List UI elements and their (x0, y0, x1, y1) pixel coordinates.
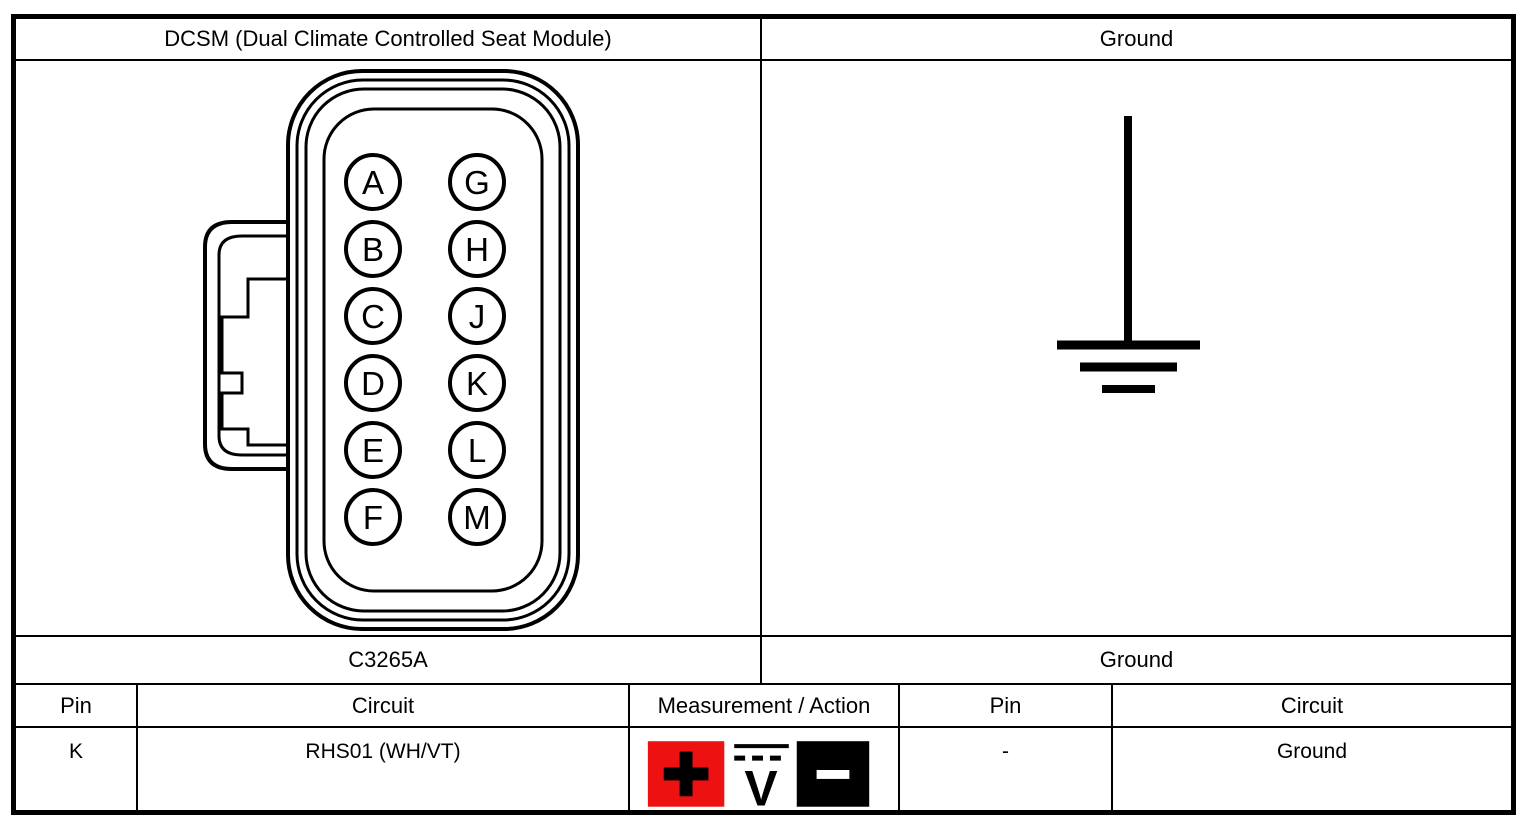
negative-lead-icon (797, 741, 869, 807)
ground-label: Ground (1099, 647, 1174, 672)
connector-shell-2 (297, 80, 569, 620)
ground-title: Ground (1099, 26, 1174, 51)
label-row (16, 637, 1511, 685)
pin-label: K (465, 365, 489, 402)
pin-label: A (361, 164, 385, 201)
pin-label: J (468, 298, 486, 335)
connector-outer-shell (288, 71, 578, 629)
pin-label: L (467, 432, 487, 469)
header-pin-left: Pin (16, 685, 138, 726)
connector-key-profile (222, 279, 288, 445)
table-data-row (16, 728, 1511, 810)
minus-icon (817, 770, 850, 779)
header-pin-right: Pin (900, 685, 1113, 726)
chassis-ground-icon (762, 61, 1509, 635)
dc-voltage-icon (734, 746, 789, 810)
pin-label: H (465, 231, 489, 268)
ground-diagram-cell (762, 61, 1511, 635)
connector-diagram-cell (16, 61, 762, 635)
pin-label: G (464, 164, 490, 201)
connector-id-label: C3265A (16, 637, 762, 683)
dc-voltmeter-icon (630, 728, 898, 810)
outer-frame (11, 14, 1516, 815)
voltmeter-v-label: V (744, 760, 778, 810)
header-circuit-right: Circuit (1280, 692, 1344, 718)
cell-pin-left: K (16, 728, 138, 810)
pin-label: E (361, 432, 385, 469)
cell-pin-right: - (900, 728, 1113, 810)
cell-circuit-right: Ground (1276, 740, 1348, 763)
pin-label: F (362, 499, 384, 536)
pin-label: B (361, 231, 385, 268)
header-circuit-left: Circuit (138, 685, 630, 726)
dcsm-title: DCSM (Dual Climate Controlled Seat Module) (16, 19, 762, 59)
connector-shell-3 (306, 89, 560, 611)
cell-circuit-left: RHS01 (WH/VT) (138, 728, 630, 810)
pin-label: D (361, 365, 385, 402)
table-header-row (16, 685, 1511, 728)
connector-cavity (324, 109, 542, 591)
diagram-row (16, 61, 1511, 637)
pin-label: M (463, 499, 491, 536)
positive-lead-icon (648, 741, 724, 807)
pin-label: C (361, 298, 385, 335)
header-measurement: Measurement / Action (630, 685, 900, 726)
cell-measurement (630, 728, 900, 810)
title-row (16, 19, 1511, 61)
connector-face-diagram (16, 61, 760, 635)
connector-tab-inner (219, 236, 288, 455)
